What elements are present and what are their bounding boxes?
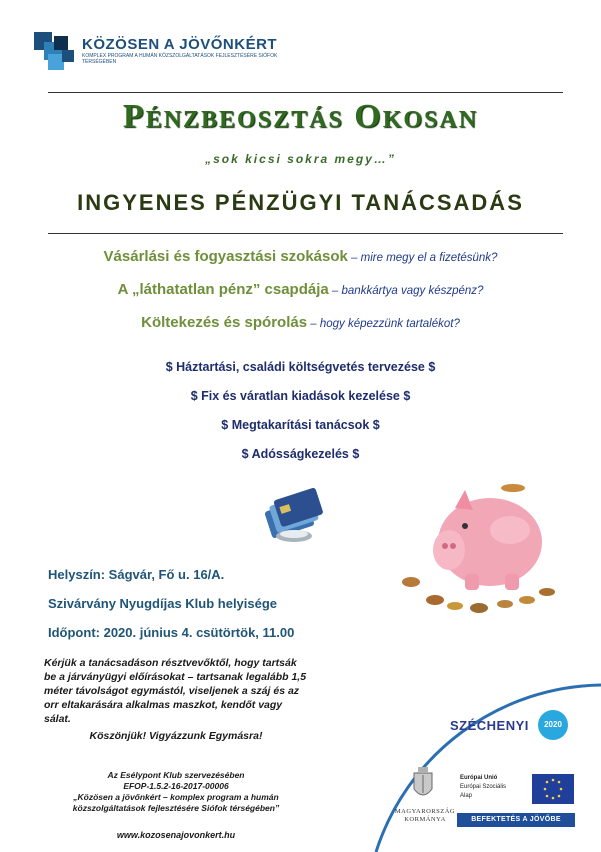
subtitle: INGYENES PÉNZÜGYI TANÁCSADÁS	[77, 190, 524, 215]
project-name: „Közösen a jövőnkért – komplex program a humán közszolgáltatások fejlesztésére Siófok térségében”	[72, 792, 280, 813]
bullet-item: $ Megtakarítási tanácsok $	[221, 418, 380, 432]
szechenyi-2020-badge: 2020	[538, 710, 568, 740]
thanks-text: Köszönjük! Vigyázzunk Egymásra!	[89, 730, 263, 742]
logo-title: KÖZÖSEN A JÖVŐNKÉRT	[82, 36, 278, 53]
credit-cards-image	[258, 488, 338, 550]
motto: „sok kicsi sokra megy…”	[205, 152, 396, 166]
logo-subtitle: KOMPLEX PROGRAM A HUMÁN KÖZSZOLGÁLTATÁSOK FEJLESZTÉSÉRE SIÓFOK TÉRSÉGÉBEN	[82, 53, 278, 65]
szechenyi-logo: SZÉCHENYI	[450, 718, 529, 733]
eu-flag-icon	[532, 774, 574, 804]
bullet-item: $ Adósságkezelés $	[241, 447, 360, 461]
bullet-item: $ Fix és váratlan kiadások kezelése $	[190, 389, 411, 403]
eu-line: Alap	[460, 793, 473, 799]
government-label: MAGYARORSZÁG KORMÁNYA	[394, 808, 456, 823]
notice-text: Kérjük a tanácsadáson résztvevőktől, hogy tartsák be a járványügyi előírásokat – tartsanak legalább 1,5 méter távolságot egymástól, viseljenek a száj és az orr eltakarására alkalmas maszkot, kendőt vagy sálat.	[44, 657, 307, 725]
time-text: Időpont: 2020. június 4. csütörtök, 11.00	[48, 625, 295, 640]
eu-line: Európai Unió	[460, 775, 498, 781]
invest-future-banner: BEFEKTETÉS A JÖVŐBE	[457, 813, 575, 827]
topic-note: – mire megy el a fizetésünk?	[347, 252, 498, 264]
eu-line: Európai Szociális	[460, 784, 507, 790]
topic-item	[0, 281, 601, 299]
topic-main: Vásárlási és fogyasztási szokások	[103, 248, 348, 265]
topic-main: Költekezés és spórolás	[141, 314, 308, 331]
eu-text	[460, 774, 506, 801]
website-link[interactable]: www.kozosenajovonkert.hu	[116, 830, 236, 840]
topic-item	[0, 314, 601, 332]
location-text: Helyszín: Ságvár, Fő u. 16/A.	[48, 567, 225, 582]
hungarian-crest-icon	[408, 765, 438, 803]
topic-note: – bankkártya vagy készpénz?	[328, 285, 484, 297]
bullet-item: $ Háztartási, családi költségvetés tervezése $	[165, 360, 436, 374]
top-divider	[48, 92, 563, 93]
topic-item	[0, 248, 601, 266]
venue-text: Szivárvány Nyugdíjas Klub helyisége	[48, 596, 278, 611]
logo-squares-icon	[34, 32, 80, 74]
organizer-block	[44, 770, 308, 814]
page-title: Pénzbeosztás Okosan	[122, 98, 479, 135]
topic-note: – hogy képezzünk tartalékot?	[307, 318, 460, 330]
project-code: EFOP-1.5.2-16-2017-00006	[123, 781, 229, 791]
organizer-line: Az Esélypont Klub szervezésében	[107, 770, 245, 780]
middle-divider	[48, 233, 563, 234]
piggy-bank-image	[395, 470, 565, 620]
topic-main: A „láthatatlan pénz” csapdája	[117, 281, 329, 298]
